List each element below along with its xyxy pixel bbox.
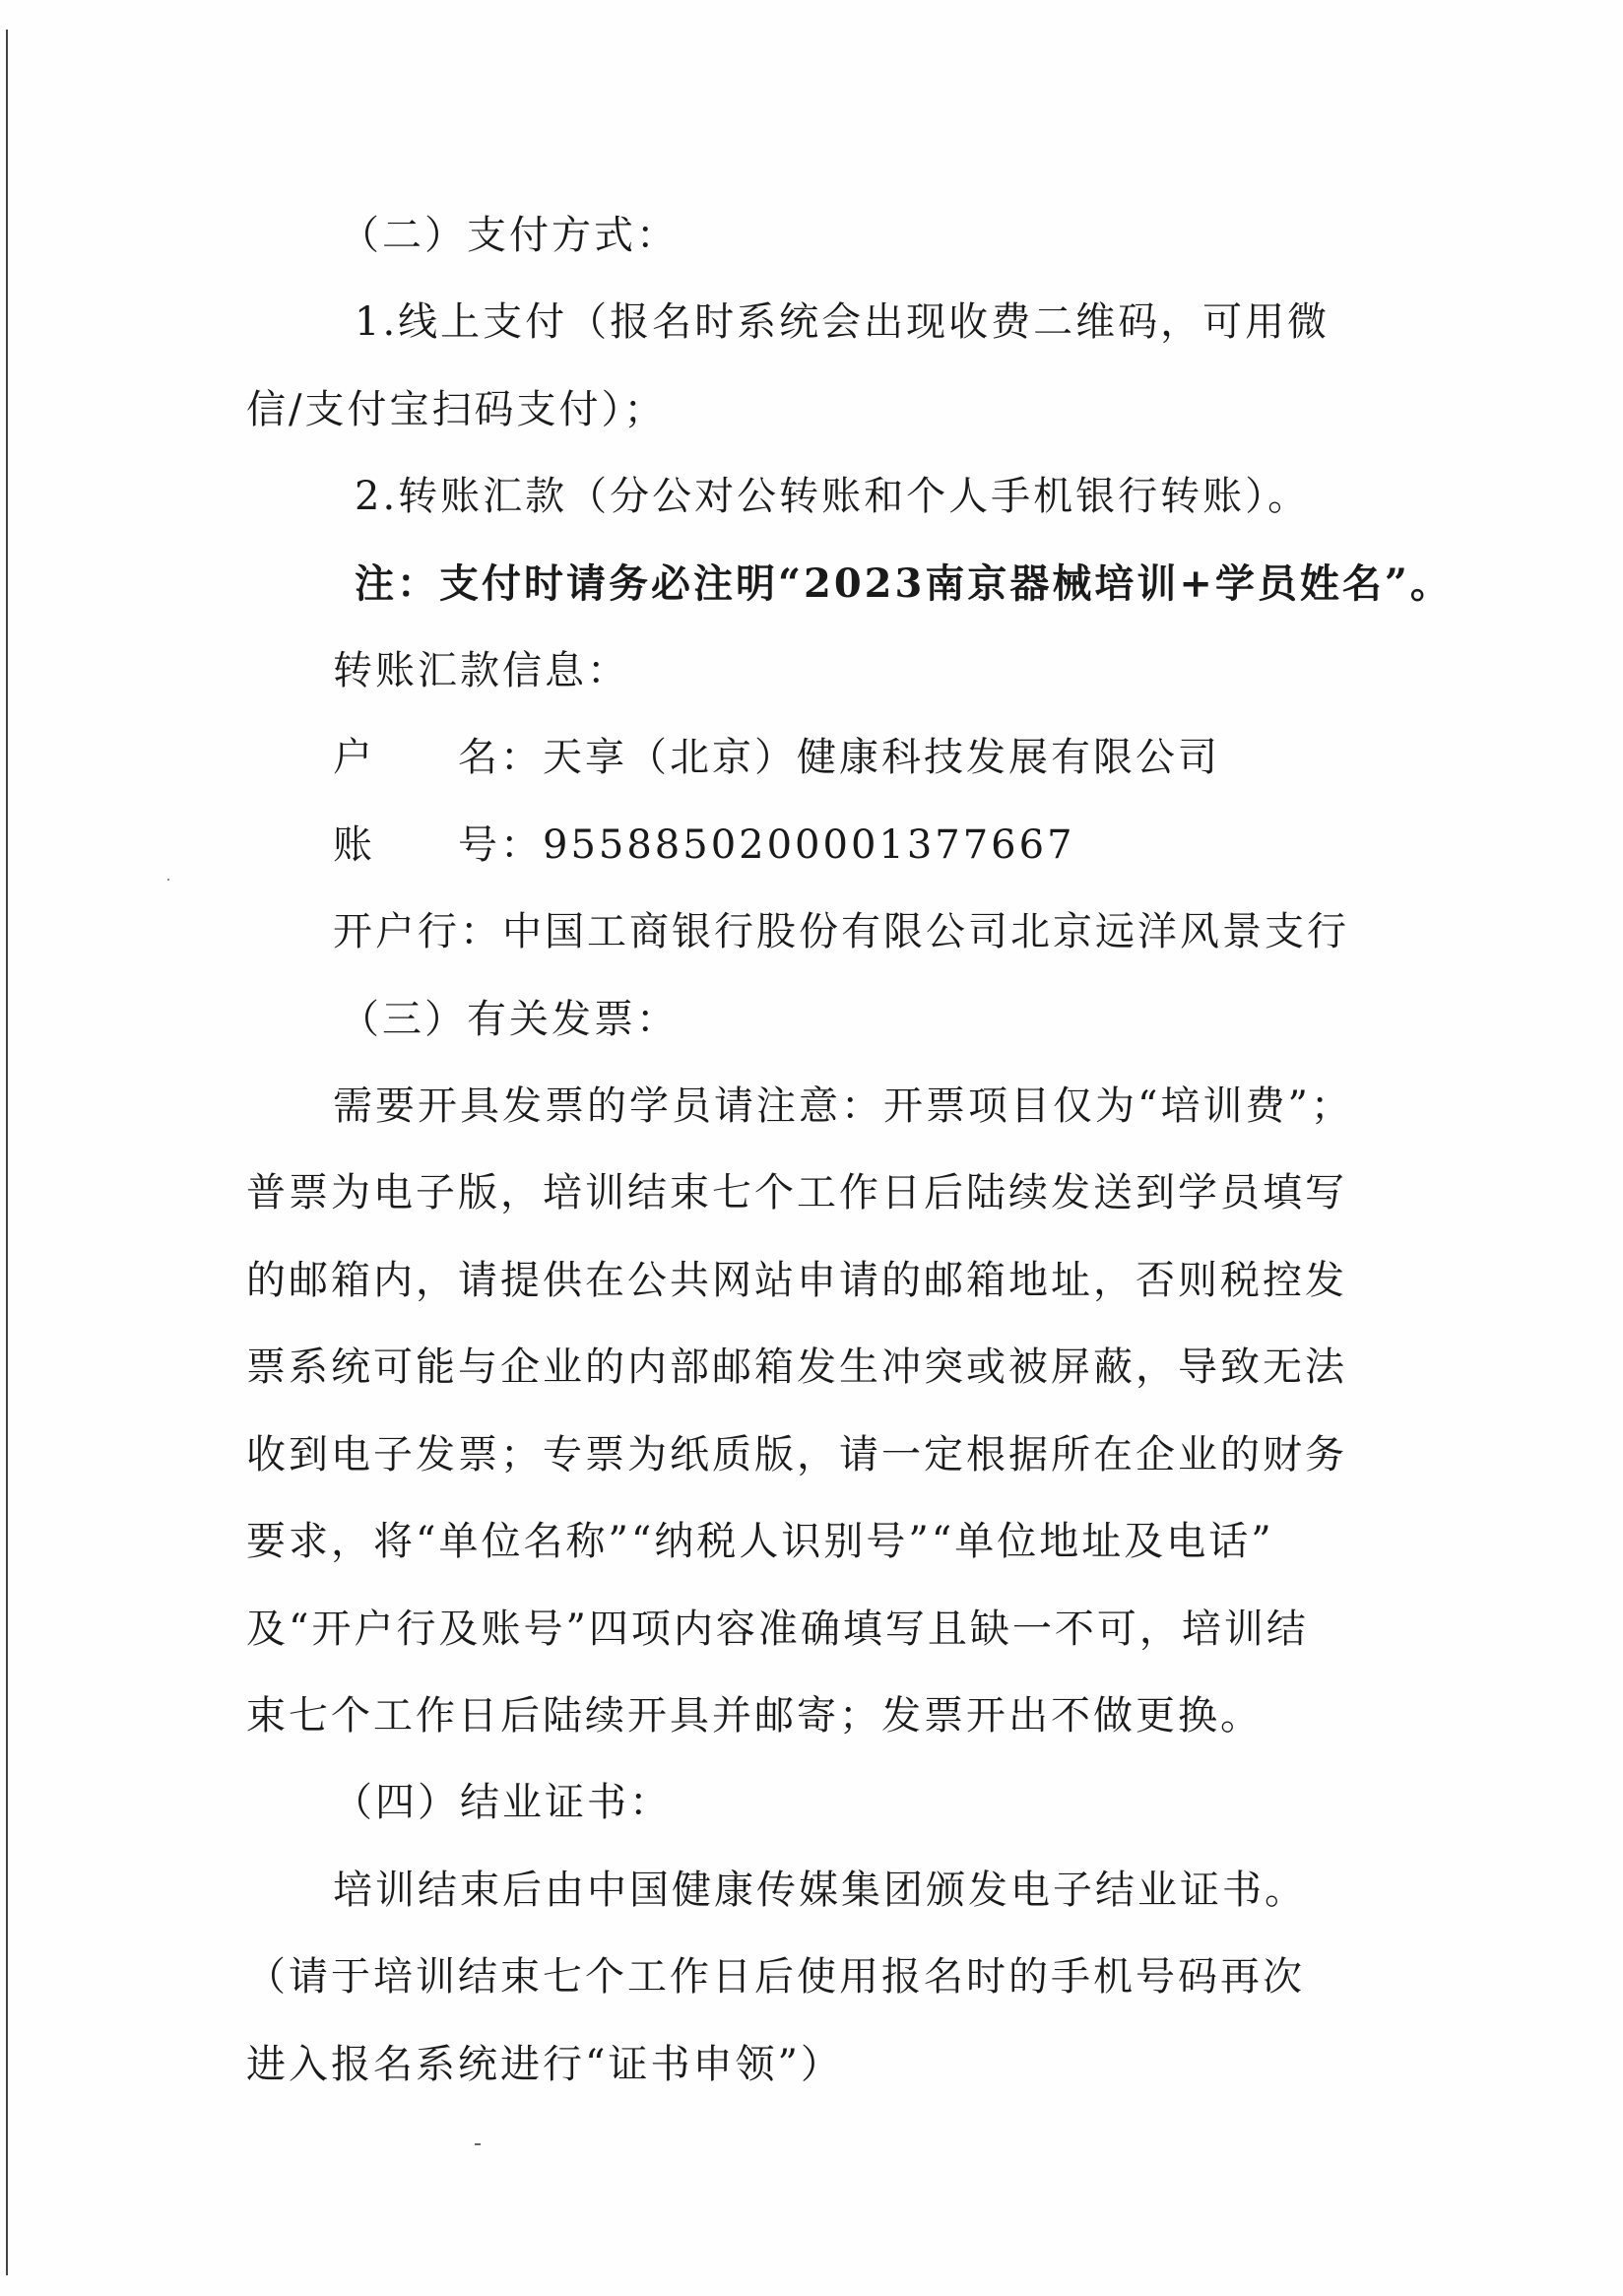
- paragraph-line: 需要开具发票的学员请注意：开票项目仅为“培训费”；: [333, 1083, 1353, 1130]
- paragraph-line: 进入报名系统进行“证书申领”）: [246, 2041, 843, 2087]
- paragraph-line: 的邮箱内，请提供在公共网站申请的邮箱地址，否则税控发: [246, 1257, 1347, 1303]
- document-body: [246, 192, 1453, 2108]
- section-heading-invoice: （三）有关发票：: [340, 996, 679, 1042]
- bank-row: 开户行：中国工商银行股份有限公司北京远洋风景支行: [333, 909, 1349, 955]
- paragraph-line: （请于培训结束七个工作日后使用报名时的手机号码再次: [246, 1954, 1305, 2001]
- paragraph-line: 收到电子发票；专票为纸质版，请一定根据所在企业的财务: [246, 1431, 1347, 1477]
- paragraph-line: 信/支付宝扫码支付）；: [246, 386, 667, 432]
- scan-speck: [167, 879, 169, 881]
- account-number-row: [246, 802, 1379, 888]
- paragraph-line: 束七个工作日后陆续开具并邮寄；发票开出不做更换。: [246, 1692, 1263, 1738]
- account-number-label-char: 账: [333, 821, 375, 868]
- payment-note: 注：支付时请务必注明“2023南京器械培训+学员姓名”。: [355, 559, 1453, 607]
- paragraph-line: 及“开户行及账号”四项内容准确填写且缺一不可，培训结: [246, 1606, 1309, 1652]
- section-heading-payment: （二）支付方式：: [340, 213, 679, 258]
- scan-mark: [475, 2143, 481, 2145]
- paragraph-line: 普票为电子版，培训结束七个工作日后陆续发送到学员填写: [246, 1170, 1347, 1216]
- transfer-info-heading: 转账汇款信息：: [333, 648, 629, 694]
- paragraph-line: 票系统可能与企业的内部邮箱发生冲突或被屏蔽，导致无法: [246, 1345, 1347, 1391]
- account-name-value: 名：天享（北京）健康科技发展有限公司: [458, 735, 1220, 781]
- paragraph-line: 2.转账汇款（分公对公转账和个人手机银行转账）。: [355, 474, 1311, 520]
- account-name-label-char: 户: [333, 735, 375, 781]
- account-number-value: 号：9558850200001377667: [458, 821, 1075, 868]
- paragraph-line: 要求，将“单位名称”“纳税人识别号”“单位地址及电话”: [246, 1519, 1274, 1565]
- account-name-row: [246, 714, 1379, 801]
- paragraph-line: 培训结束后由中国健康传媒集团颁发电子结业证书。: [333, 1867, 1307, 1913]
- paragraph-line: 1.线上支付（报名时系统会出现收费二维码，可用微: [355, 299, 1331, 346]
- section-heading-certificate: （四）结业证书：: [333, 1780, 672, 1826]
- scan-edge-line: [6, 30, 8, 2275]
